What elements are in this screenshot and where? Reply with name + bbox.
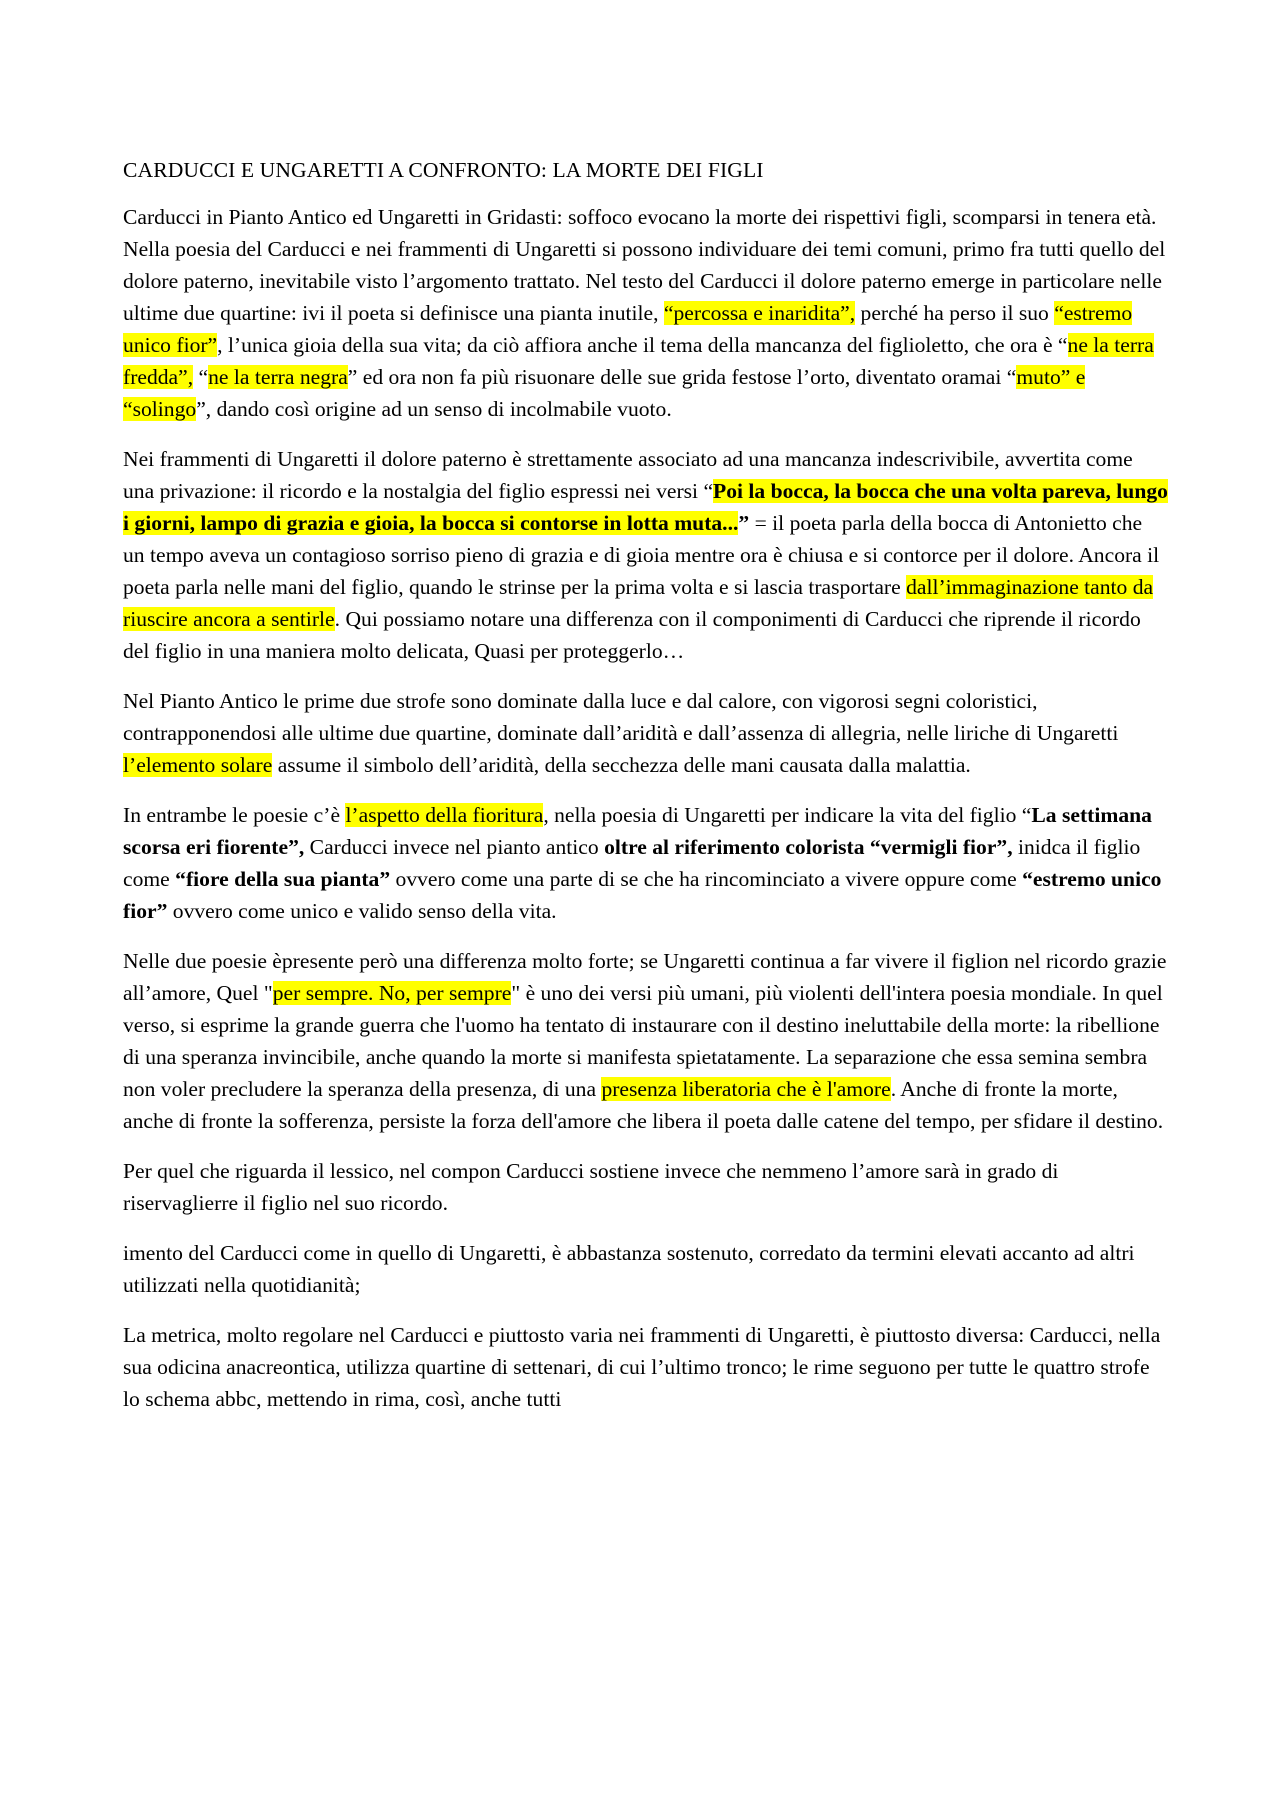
highlighted-text: ne la terra fredda”, [123,333,1154,389]
document-title: CARDUCCI E UNGARETTI A CONFRONTO: LA MORTE DEI FIGLI [123,158,764,182]
paragraph-5 [123,945,1168,1137]
paragraph-8 [123,1319,1168,1415]
highlighted-text: l’aspetto della fioritura [345,803,544,827]
paragraph-2 [123,443,1168,667]
highlighted-text: per sempre. No, per sempre [272,981,512,1005]
highlighted-bold-text: Poi la bocca, la bocca che una volta pareva, lungo i giorni, lampo di grazia e gioia, la bocca si contorse in lotta muta... [123,479,1168,535]
highlighted-text: muto” e “solingo [123,365,1086,421]
paragraph-1 [123,201,1168,425]
text-run: “ [193,365,209,389]
text-run: Carducci invece nel pianto antico [304,835,605,859]
highlighted-text: presenza liberatoria che è l'amore [601,1077,891,1101]
text-run: Carducci in Pianto Antico ed Ungaretti in Gridasti: soffoco evocano la morte dei rispettivi figli, scomparsi in tenera età. Nella poesia del Carducci e nei frammenti di Ungaretti si possono individuare dei temi comuni, primo fra tutti quello del dolore paterno, inevitabile visto l’argomento trattato. Nel testo del Carducci il dolore paterno emerge in particolare nelle ultime due quartine: ivi il poeta si definisce una pianta inutile, [123,205,1166,325]
text-run: ovvero come una parte di se che ha rincominciato a vivere oppure come [390,867,1023,891]
paragraph-3 [123,685,1168,781]
paragraph-4 [123,799,1168,927]
text-run: , nella poesia di Ungaretti per indicare la vita del figlio “ [543,803,1032,827]
highlighted-text: l’elemento solare [123,753,273,777]
text-run: In entrambe le poesie c’è [123,803,346,827]
text-run: ” ed ora non fa più risuonare delle sue grida festose l’orto, diventato oramai “ [347,365,1017,389]
text-run: Nelle due poesie èpresente però una differenza molto forte; se Ungaretti continua a far vivere il figlion nel ricordo grazie all’amore, Quel " [123,949,1167,1005]
bold-text: ” [738,511,755,535]
text-run: " è uno dei versi più umani, più violenti dell'intera poesia mondiale. In quel verso, si esprime la grande guerra che l'uomo ha tentato di instaurare con il destino ineluttabile della morte: la ribellione di una speranza invincibile, anche quando la morte si manifesta spietatamente. La separazione che essa semina sembra non voler precludere la speranza della presenza, di una [123,981,1163,1101]
text-run: La metrica, molto regolare nel Carducci e piuttosto varia nei frammenti di Ungaretti, è piuttosto diversa: Carducci, nella sua odicina anacreontica, utilizza quartine di settenari, di cui l’ultimo tronco; le rime seguono per tutte le quattro strofe lo schema abbc, mettendo in rima, così, anche tutti [123,1323,1161,1411]
text-run: inidca il figlio come [123,835,1141,891]
text-run: . Anche di fronte la morte, anche di fronte la sofferenza, persiste la forza dell'amore che libera il poeta dalle catene del tempo, per sfidare il destino. [123,1077,1164,1133]
bold-text: “estremo unico fior” [123,867,1162,923]
text-run: Nel Pianto Antico le prime due strofe sono dominate dalla luce e dal calore, con vigorosi segni coloristici, contrapponendosi alle ultime due quartine, dominate dall’aridità e dall’assenza di allegria, nelle liriche di Ungaretti [123,689,1119,745]
text-run: ovvero come unico e valido senso della vita. [167,899,557,923]
paragraphs-container [123,201,1168,1415]
bold-text: La settimana scorsa eri fiorente”, [123,803,1152,859]
document-body [123,154,1168,1433]
text-run: Per quel che riguarda il lessico, nel compon Carducci sostiene invece che nemmeno l’amore sarà in grado di riservaglierre il figlio nel suo ricordo. [123,1159,1059,1215]
highlighted-text: dall’immaginazione tanto da riuscire ancora a sentirle [123,575,1154,631]
paragraph-6 [123,1155,1168,1219]
highlighted-text: “estremo unico fior” [123,301,1133,357]
text-run: perché ha perso il suo [855,301,1055,325]
text-run: imento del Carducci come in quello di Ungaretti, è abbastanza sostenuto, corredato da termini elevati accanto ad altri utilizzati nella quotidianità; [123,1241,1135,1297]
text-run: = il poeta parla della bocca di Antonietto che un tempo aveva un contagioso sorriso pieno di grazia e di gioia mentre ora è chiusa e si contorce per il dolore. Ancora il poeta parla nelle mani del figlio, quando le strinse per la prima volta e si lascia trasportare [123,511,1160,599]
paragraph-7 [123,1237,1168,1301]
text-run: Nei frammenti di Ungaretti il dolore paterno è strettamente associato ad una mancanza indescrivibile, avvertita come una privazione: il ricordo e la nostalgia del figlio espressi nei versi “ [123,447,1133,503]
bold-text: oltre al riferimento colorista “vermigli fior”, [604,835,1013,859]
highlighted-text: ne la terra negra [208,365,348,389]
text-run: , l’unica gioia della sua vita; da ciò affiora anche il tema della mancanza del figlioletto, che ora è “ [217,333,1068,357]
bold-text: “fiore della sua pianta” [175,867,391,891]
text-run: ”, dando così origine ad un senso di incolmabile vuoto. [196,397,672,421]
highlighted-text: “percossa e inaridita”, [663,301,856,325]
text-run: . Qui possiamo notare una differenza con il componimenti di Carducci che riprende il ricordo del figlio in una maniera molto delicata, Quasi per proteggerlo… [123,607,1141,663]
text-run: assume il simbolo dell’aridità, della secchezza delle mani causata dalla malattia. [272,753,971,777]
